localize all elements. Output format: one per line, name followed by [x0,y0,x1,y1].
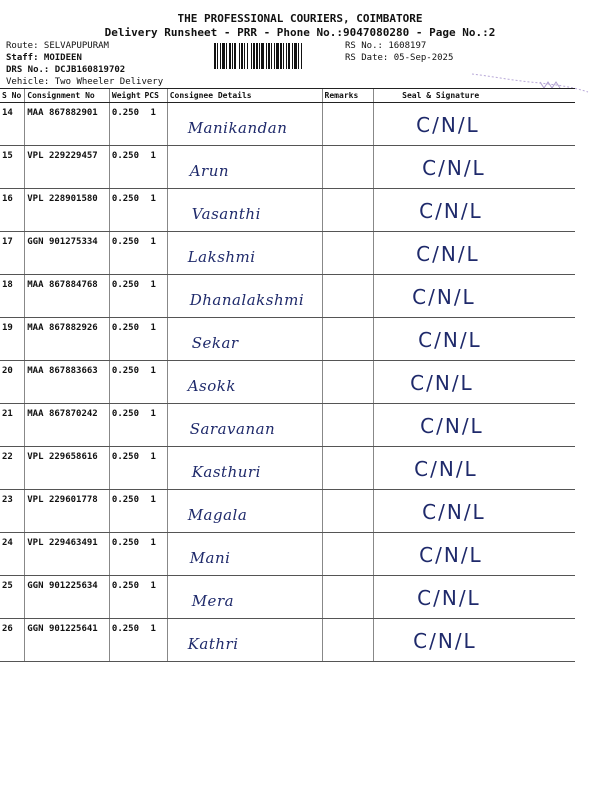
row-pcs: 1 [142,103,167,146]
barcode-bar [220,43,221,69]
row-pcs: 1 [142,275,167,318]
handwritten-signature: C/N/L [413,629,477,653]
row-remarks [322,361,374,404]
row-consignment-no: VPL 229601778 [25,490,110,533]
col-header-weight: Weight [109,89,142,103]
row-remarks [322,533,374,576]
row-weight: 0.250 [109,619,142,662]
barcode-bar [244,43,245,69]
barcode-bar [261,43,264,69]
handwritten-consignee-name: Kasthuri [191,463,261,481]
barcode-bar [286,43,287,69]
row-consignment-no: VPL 229229457 [25,146,110,189]
row-consignment-no: GGN 901225634 [25,576,110,619]
handwritten-consignee-name: Vasanthi [191,205,261,223]
row-sno: 18 [0,275,25,318]
row-weight: 0.250 [109,361,142,404]
barcode-bar [226,43,227,69]
row-sno: 16 [0,189,25,232]
handwritten-signature: C/N/L [422,156,486,180]
handwritten-signature: C/N/L [414,457,478,481]
barcode-bar [234,43,236,69]
barcode-bar [271,43,272,69]
row-signature-cell [374,619,575,662]
row-consignee-cell [167,318,322,361]
table-row [0,576,575,619]
handwritten-signature: C/N/L [416,113,480,137]
row-sno: 17 [0,232,25,275]
barcode-bar [214,43,216,69]
barcode-bar [283,43,284,69]
barcode-bar [288,43,290,69]
row-remarks [322,189,374,232]
row-pcs: 1 [142,490,167,533]
barcode-bar [247,43,248,69]
row-consignee-cell [167,275,322,318]
row-weight: 0.250 [109,490,142,533]
table-row [0,275,575,318]
row-weight: 0.250 [109,232,142,275]
handwritten-consignee-name: Mani [189,549,231,567]
row-pcs: 1 [142,189,167,232]
barcode-bar [229,43,231,69]
barcode-bar [253,43,255,69]
row-consignee-cell [167,361,322,404]
row-pcs: 1 [142,404,167,447]
table-row [0,404,575,447]
row-weight: 0.250 [109,404,142,447]
handwritten-signature: C/N/L [417,586,481,610]
row-consignment-no: GGN 901275334 [25,232,110,275]
handwritten-consignee-name: Manikandan [187,119,288,137]
handwritten-signature: C/N/L [416,242,480,266]
barcode [214,43,340,69]
row-sno: 14 [0,103,25,146]
row-consignee-cell [167,232,322,275]
row-pcs: 1 [142,232,167,275]
barcode-bar [292,43,293,69]
barcode-bar [280,43,282,69]
row-signature-cell [374,146,575,189]
row-sno: 21 [0,404,25,447]
handwritten-signature: C/N/L [422,500,486,524]
table-row [0,189,575,232]
barcode-bar [241,43,243,69]
row-sno: 26 [0,619,25,662]
handwritten-signature: C/N/L [412,285,476,309]
barcode-bar [232,43,233,69]
table-row [0,490,575,533]
row-consignment-no: VPL 229658616 [25,447,110,490]
row-consignment-no: MAA 867882901 [25,103,110,146]
handwritten-signature: C/N/L [419,543,483,567]
row-consignee-cell [167,619,322,662]
barcode-bar [217,43,218,69]
handwritten-consignee-name: Lakshmi [187,248,256,266]
handwritten-consignee-name: Mera [191,592,235,610]
rs-date: RS Date: 05-Sep-2025 [345,53,454,63]
row-sno: 23 [0,490,25,533]
table-row [0,232,575,275]
row-sno: 22 [0,447,25,490]
table-row [0,447,575,490]
vehicle-label: Vehicle: Two Wheeler Delivery [6,77,164,87]
col-header-remarks: Remarks [322,89,374,103]
col-header-seal: Seal & Signature [374,89,575,103]
row-weight: 0.250 [109,533,142,576]
row-signature-cell [374,361,575,404]
table-header-row [0,89,575,103]
row-consignee-cell [167,576,322,619]
handwritten-consignee-name: Asokk [187,377,236,395]
row-pcs: 1 [142,533,167,576]
barcode-bar [276,43,279,69]
barcode-bar [259,43,260,69]
row-weight: 0.250 [109,189,142,232]
staff-label: Staff: MOIDEEN [6,53,82,63]
row-remarks [322,447,374,490]
row-weight: 0.250 [109,447,142,490]
row-pcs: 1 [142,361,167,404]
drs-label: DRS No.: DCJB160819702 [6,65,126,75]
route-label: Route: SELVAPUPURAM [6,41,109,51]
row-pcs: 1 [142,318,167,361]
row-weight: 0.250 [109,103,142,146]
runsheet-table [0,88,575,662]
row-weight: 0.250 [109,146,142,189]
table-row [0,318,575,361]
row-sno: 24 [0,533,25,576]
table-row [0,103,575,146]
row-sno: 15 [0,146,25,189]
row-remarks [322,275,374,318]
row-consignee-cell [167,146,322,189]
col-header-consignee: Consignee Details [167,89,322,103]
row-pcs: 1 [142,447,167,490]
row-remarks [322,576,374,619]
row-weight: 0.250 [109,275,142,318]
row-remarks [322,103,374,146]
row-signature-cell [374,103,575,146]
barcode-bar [268,43,270,69]
row-remarks [322,146,374,189]
handwritten-consignee-name: Kathri [187,635,239,653]
row-weight: 0.250 [109,576,142,619]
row-consignment-no: VPL 229463491 [25,533,110,576]
row-consignee-cell [167,490,322,533]
table-row [0,533,575,576]
row-pcs: 1 [142,146,167,189]
row-sno: 20 [0,361,25,404]
row-pcs: 1 [142,576,167,619]
row-pcs: 1 [142,619,167,662]
handwritten-signature: C/N/L [418,328,482,352]
row-consignee-cell [167,189,322,232]
row-signature-cell [374,232,575,275]
barcode-bar [301,43,302,69]
barcode-bar [274,43,275,69]
col-header-consignment: Consignment No [25,89,110,103]
col-header-sno: S No [0,89,25,103]
barcode-bar [251,43,252,69]
row-consignee-cell [167,404,322,447]
row-remarks [322,490,374,533]
handwritten-consignee-name: Saravanan [189,420,276,438]
table-row [0,361,575,404]
handwritten-signature: C/N/L [410,371,474,395]
row-consignment-no: GGN 901225641 [25,619,110,662]
row-signature-cell [374,447,575,490]
row-sno: 19 [0,318,25,361]
row-consignee-cell [167,447,322,490]
row-remarks [322,232,374,275]
barcode-bar [266,43,267,69]
rs-number: RS No.: 1608197 [345,41,427,51]
row-signature-cell [374,275,575,318]
row-signature-cell [374,533,575,576]
handwritten-signature: C/N/L [419,199,483,223]
runsheet-meta-right [345,40,453,64]
row-consignee-cell [167,103,322,146]
handwritten-consignee-name: Magala [187,506,248,524]
row-signature-cell [374,576,575,619]
row-remarks [322,318,374,361]
row-sno: 25 [0,576,25,619]
barcode-bar [298,43,299,69]
handwritten-consignee-name: Dhanalakshmi [189,291,305,309]
handwritten-consignee-name: Arun [189,162,230,180]
row-consignment-no: MAA 867884768 [25,275,110,318]
row-consignment-no: VPL 228901580 [25,189,110,232]
row-signature-cell [374,490,575,533]
barcode-bar [239,43,240,69]
runsheet-subtitle: Delivery Runsheet - PRR - Phone No.:9047080280 - Page No.:2 [104,26,496,39]
row-signature-cell [374,318,575,361]
row-weight: 0.250 [109,318,142,361]
barcode-bar [222,43,225,69]
row-signature-cell [374,404,575,447]
row-consignment-no: MAA 867870242 [25,404,110,447]
row-consignment-no: MAA 867882926 [25,318,110,361]
row-consignment-no: MAA 867883663 [25,361,110,404]
row-remarks [322,619,374,662]
barcode-bar [294,43,297,69]
row-consignee-cell [167,533,322,576]
runsheet-meta-left [6,40,163,88]
table-row [0,619,575,662]
row-remarks [322,404,374,447]
col-header-pcs: PCS [142,89,167,103]
row-signature-cell [374,189,575,232]
handwritten-signature: C/N/L [420,414,484,438]
barcode-bar [256,43,258,69]
table-row [0,146,575,189]
handwritten-consignee-name: Sekar [191,334,239,352]
company-title: THE PROFESSIONAL COURIERS, COIMBATORE [177,12,423,25]
